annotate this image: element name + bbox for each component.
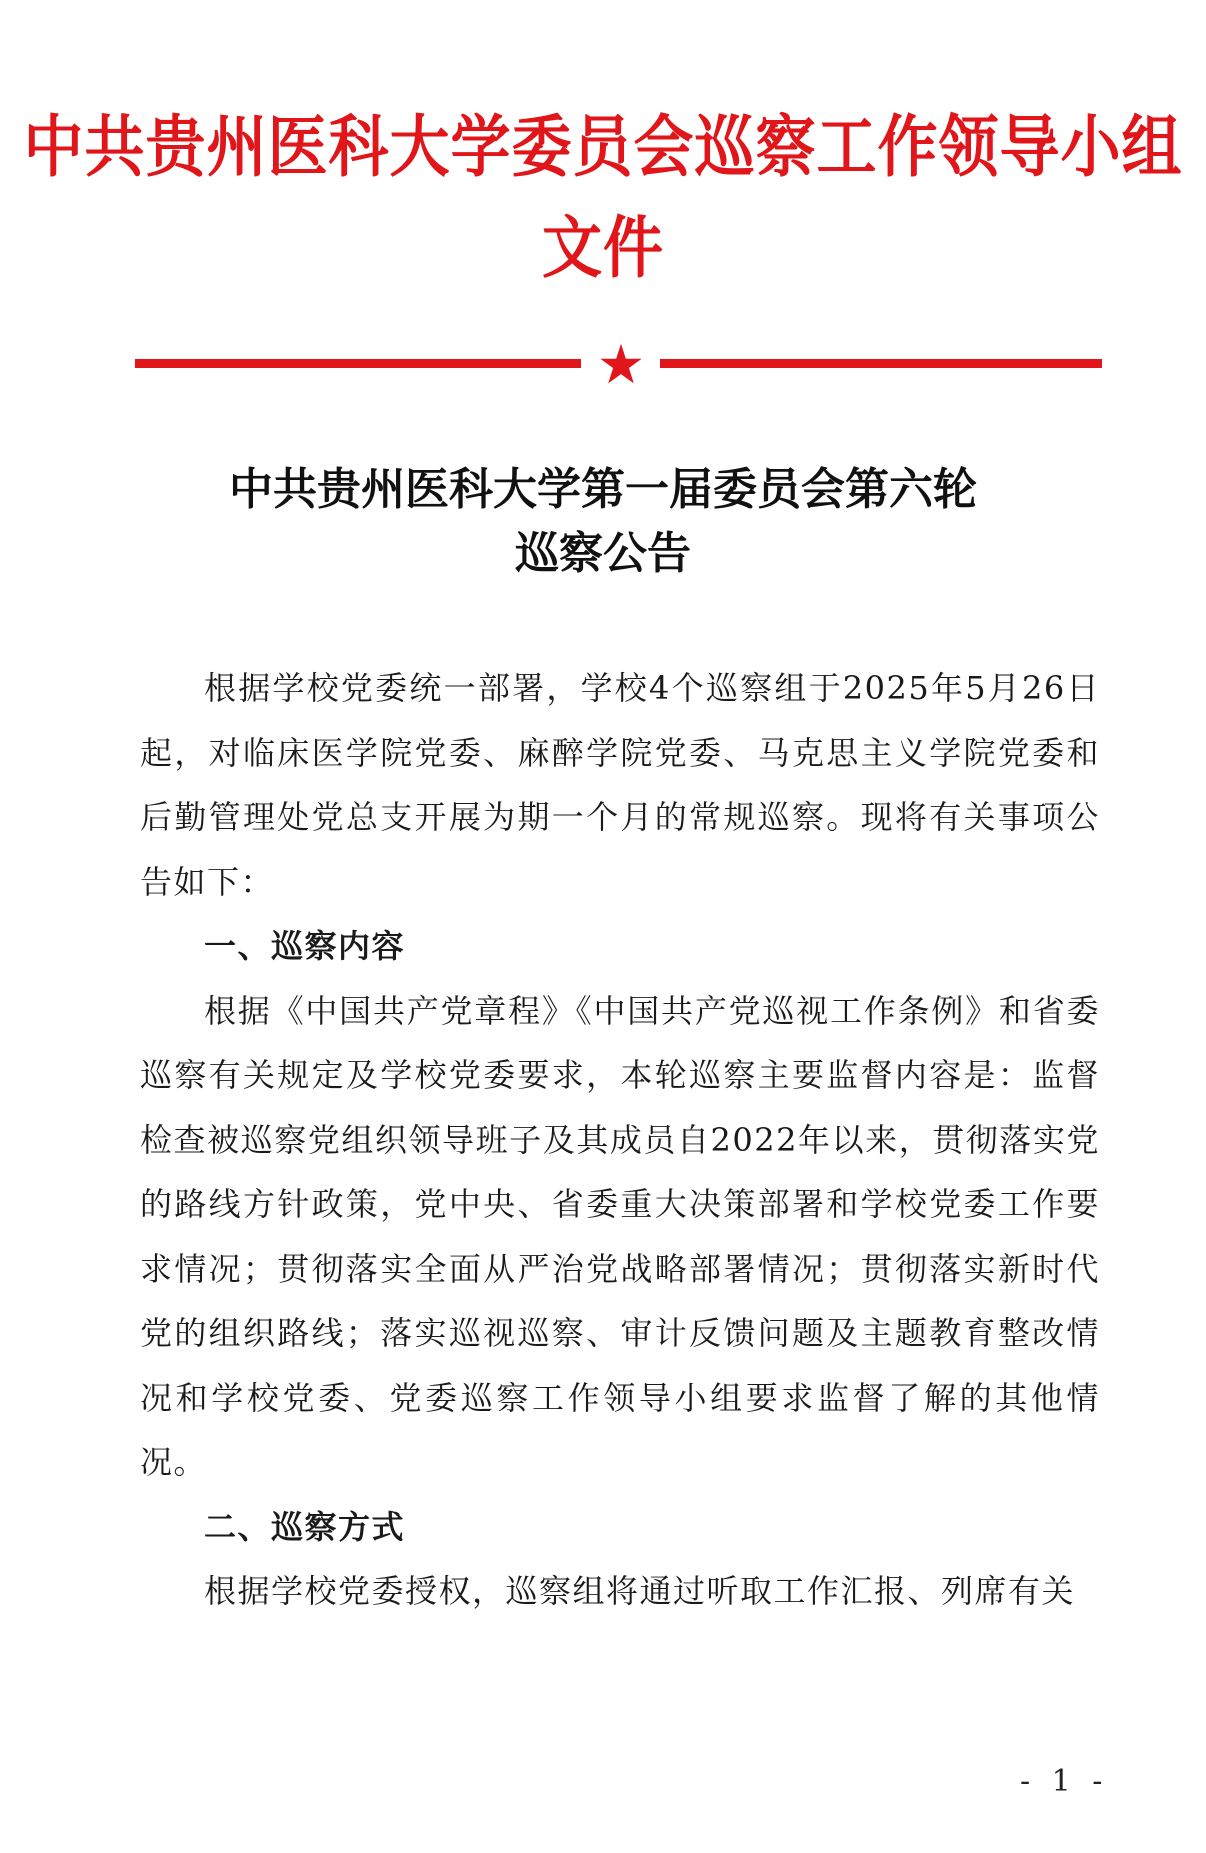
document-title-line2: 巡察公告 [515,528,691,579]
section1-paragraph: 根据《中国共产党章程》《中国共产党巡视工作条例》和省委巡察有关规定及学校党委要求，本轮巡察主要监督内容是：监督检查被巡察党组织领导班子及其成员自2022年以来，贯彻落实党的路线方针政策，党中央、省委重大决策部署和学校党委工作要求情况；贯彻落实全面从严治党战略部署情况；贯彻落实新时代党的组织路线；落实巡视巡察、审计反馈问题及主题教育整改情况和学校党委、党委巡察工作领导小组要求监督了解的其他情况。 [140,991,1100,1481]
section2-heading: 二、巡察方式 [204,1507,406,1546]
document-title-line1: 中共贵州医科大学第一届委员会第六轮 [229,464,977,515]
intro-paragraph: 根据学校党委统一部署，学校4个巡察组于2025年5月26日起，对临床医学院党委、麻醉学院党委、马克思主义学院党委和后勤管理处党总支开展为期一个月的常规巡察。现将有关事项公告如下： [140,669,1100,901]
section2-paragraph: 根据学校党委授权，巡察组将通过听取工作汇报、列席有关 [204,1572,1076,1610]
star-icon [599,342,643,386]
page-number: - 1 - [1020,1764,1109,1799]
document-body [140,656,1100,1624]
document-header-title: 中共贵州医科大学委员会巡察工作领导小组文件 [23,108,1183,288]
section1-heading: 一、巡察内容 [204,927,406,965]
header-divider-left [135,359,581,368]
header-divider-right [660,359,1102,368]
